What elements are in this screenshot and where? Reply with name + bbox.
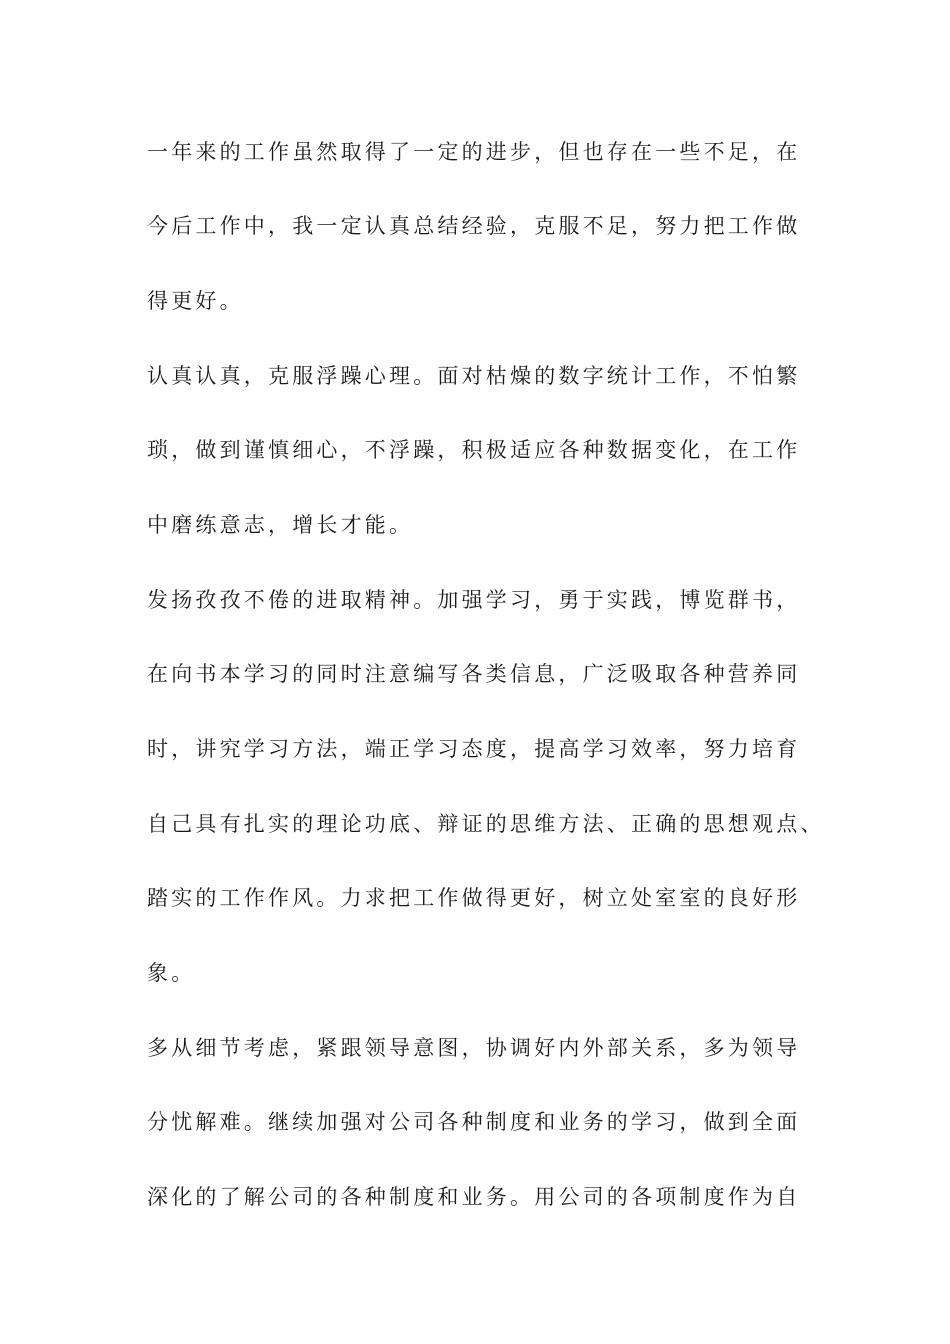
text-line: 踏实的工作作风。力求把工作做得更好，树立处室室的良好形 xyxy=(147,886,801,910)
text-line: 自己具有扎实的理论功底、辩证的思维方法、正确的思想观点、 xyxy=(147,812,825,836)
text-line: 认真认真，克服浮躁心理。面对枯燥的数字统计工作，不怕繁 xyxy=(147,364,801,388)
text-line: 象。 xyxy=(147,961,196,985)
text-line: 中磨练意志，增长才能。 xyxy=(147,513,414,537)
text-line: 发扬孜孜不倦的进取精神。加强学习，勇于实践，博览群书， xyxy=(147,588,801,612)
text-line: 琐，做到谨慎细心，不浮躁，积极适应各种数据变化，在工作 xyxy=(147,438,801,462)
text-line: 一年来的工作虽然取得了一定的进步，但也存在一些不足，在 xyxy=(147,140,801,164)
text-line: 时，讲究学习方法，端正学习态度，提高学习效率，努力培育 xyxy=(147,737,801,761)
text-line: 深化的了解公司的各种制度和业务。用公司的各项制度作为自 xyxy=(147,1185,801,1209)
text-line: 多从细节考虑，紧跟领导意图，协调好内外部关系，多为领导 xyxy=(147,1036,801,1060)
text-line: 分忧解难。继续加强对公司各种制度和业务的学习，做到全面 xyxy=(147,1110,801,1134)
text-line: 今后工作中，我一定认真总结经验，克服不足，努力把工作做 xyxy=(147,214,801,238)
text-line: 在向书本学习的同时注意编写各类信息，广泛吸取各种营养同 xyxy=(147,662,801,686)
text-line: 得更好。 xyxy=(147,289,244,313)
